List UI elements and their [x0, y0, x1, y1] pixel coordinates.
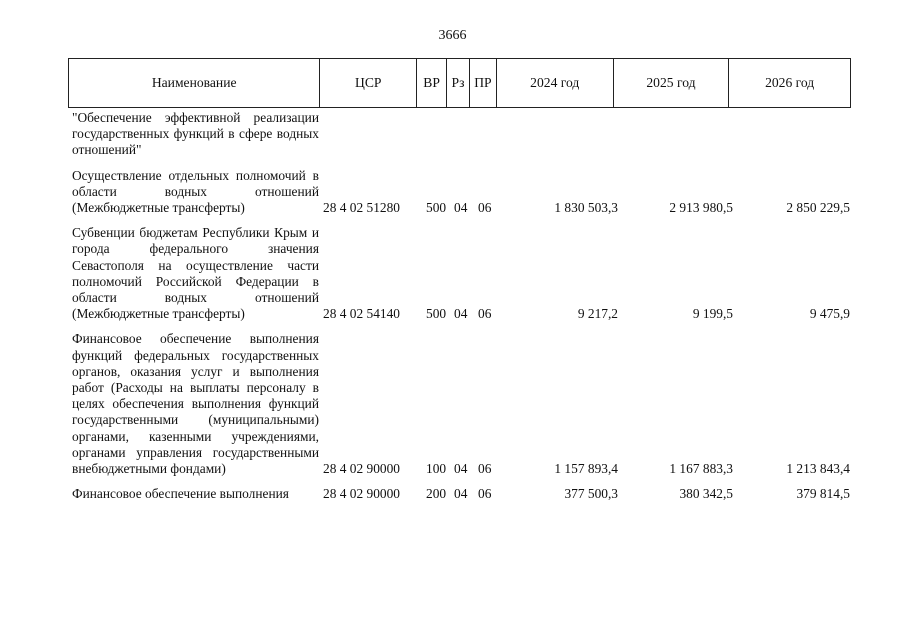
row-vr: 500: [426, 306, 447, 322]
row-2024: 377 500,3: [564, 486, 618, 502]
row-2025: 380 342,5: [679, 486, 733, 502]
row-rz: 04: [454, 306, 468, 322]
row-2025: 9 199,5: [692, 306, 733, 322]
row-csr: 28 4 02 54140: [323, 306, 400, 322]
row-2025: 1 167 883,3: [669, 461, 733, 477]
row-name: Субвенции бюджетам Республики Крым и города федерального значения Севастополя на осуществление части полномочий Российской Федерации в области водных отношений (Межбюджетные трансферты): [72, 225, 319, 322]
row-name: Финансовое обеспечение выполнения функций федеральных государственных органов, оказания услуг и выполнения работ (Расходы на выплаты персоналу в целях обеспечения выполнения функций государственными (муниципальными) органами, казенными учреждениями, органами управления государственными внебюджетными фондами): [72, 331, 319, 477]
table-row: [0, 225, 905, 322]
row-pr: 06: [478, 306, 492, 322]
table-row: [0, 486, 905, 502]
header-name: Наименование: [69, 59, 320, 107]
header-2025: 2025 год: [614, 59, 730, 107]
header-rz: Рз: [447, 59, 470, 107]
row-csr: 28 4 02 51280: [323, 200, 400, 216]
row-2026: 1 213 843,4: [786, 461, 850, 477]
row-pr: 06: [478, 461, 492, 477]
row-pr: 06: [478, 486, 492, 502]
header-2024: 2024 год: [497, 59, 614, 107]
row-2024: 9 217,2: [577, 306, 618, 322]
row-csr: 28 4 02 90000: [323, 461, 400, 477]
row-rz: 04: [454, 486, 468, 502]
table-header: [68, 58, 851, 108]
row-csr: 28 4 02 90000: [323, 486, 400, 502]
row-name: Финансовое обеспечение выполнения: [72, 486, 289, 502]
row-vr: 200: [426, 486, 447, 502]
row-pr: 06: [478, 200, 492, 216]
row-2025: 2 913 980,5: [669, 200, 733, 216]
row-2024: 1 157 893,4: [554, 461, 618, 477]
table-row: [0, 331, 905, 477]
header-2026: 2026 год: [765, 75, 815, 90]
table-row: [0, 168, 905, 217]
row-2026: 9 475,9: [809, 306, 850, 322]
row-name: Осуществление отдельных полномочий в области водных отношений (Межбюджетные трансферты): [72, 167, 319, 216]
header-pr: ПР: [470, 59, 497, 107]
row-2026: 379 814,5: [796, 486, 850, 502]
page-number: 3666: [438, 28, 467, 43]
row-2026: 2 850 229,5: [786, 200, 850, 216]
row-rz: 04: [454, 200, 468, 216]
header-vr: ВР: [417, 59, 447, 107]
table-body: [0, 110, 905, 511]
header-csr: ЦСР: [320, 59, 417, 107]
row-rz: 04: [454, 461, 468, 477]
row-2024: 1 830 503,3: [554, 200, 618, 216]
row-vr: 500: [426, 200, 447, 216]
row-vr: 100: [426, 461, 447, 477]
table-row: [0, 110, 905, 159]
row-name: "Обеспечение эффективной реализации государственных функций в сфере водных отношений": [72, 110, 319, 158]
